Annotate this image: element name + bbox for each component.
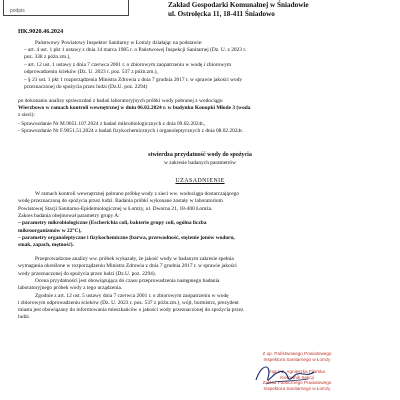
- report-line: - Sprawozdanie Nr F.9051.51.2024 z badań fizykochemicznych i organoleptycznych z dnia 08.02.2024r.: [18, 128, 244, 134]
- justification-line: – parametry organoleptyczne i fizykochemiczne (barwa, przewodność, stężenie jonów wodoru,: [18, 235, 235, 241]
- justification-line: – parametry mikrobiologiczne (Escherichia coli, bakterie grupy coli, ogólna liczba: [18, 220, 207, 226]
- justification-line: W ramach kontroli wewnętrznej pobrano próbkę wody z sieci ww. wodociągu dostarczającego: [35, 191, 240, 197]
- justification-line: wymagania określone w rozporządzeniu Ministra Zdrowia z dnia 7 grudnia 2017 r. w sprawie jakości: [18, 263, 237, 269]
- intro-line: – § 21 ust. 1 pkt 1 rozporządzenia Ministra Zdrowia z dnia 7 grudnia 2017 r. w sprawie jakości wody: [24, 77, 243, 83]
- addressee-line-1: Zakład Gospodarki Komunalnej w Śniadowie: [168, 1, 309, 9]
- report-line: - Sprawozdanie Nr M.9051.107.2024 z badań mikrobiologicznych z dnia 09.02.2024r.,: [18, 121, 206, 127]
- analysis-line: Wierzbowo w ramach kontroli wewnętrznej w dniu 06.02.2024 r. w budynku Konopki Młode 3 (woda: [18, 105, 251, 111]
- justification-line: laboratoryjnego próbek wody z tego urządzenia.: [18, 285, 123, 291]
- intro-line: Państwowy Powiatowy Inspektor Sanitarny w Łomży działając na podstawie:: [35, 40, 203, 46]
- stamp-line: mgr inż. Agnieszka Filarska: [269, 369, 325, 374]
- justification-line: smak, zapach, mętność).: [18, 242, 74, 248]
- stamp-line: Inspektora Sanitarnego w Łomży: [263, 356, 331, 362]
- verdict-title: stwierdza przydatność wody do spożycia: [148, 152, 252, 158]
- stamp-line: Z up. Państwowego Powiatowego: [262, 351, 332, 356]
- justification-line: Ocena przydatności jest obowiązująca do czasu przeprowadzenia następnego badania: [35, 278, 220, 284]
- stamp-line: Zakład Publicznego Powiatowego: [262, 380, 332, 385]
- justification-heading: UZASADNIENIE: [175, 178, 225, 184]
- justification-line: wodę przeznaczoną do spożycia przez ludzi. Badania próbki wykonane zostały w laboratorium: [18, 198, 223, 204]
- justification-line: miasta jest obowiązany do informowania mieszkańców o jakości wody przeznaczonej do spożycia przez: [18, 307, 244, 313]
- intro-line: – art. 4 ust. 1 pkt 1 ustawy z dnia 14 marca 1985 r. o Państwowej Inspekcji Sanitarnej (Dz. U. z 2023 r.: [24, 47, 247, 53]
- justification-line: Zakres badania obejmował parametry grupy A:: [18, 213, 120, 219]
- justification-line: wody przeznaczonej do spożycia przez ludzi (Dz.U. poz. 2294).: [18, 271, 157, 277]
- justification-line: Zgodnie z art. 12 ust. 5 ustawy dnia 7 czerwca 2001 r. o zbiorowym zaopatrzeniu w wodę: [35, 293, 229, 299]
- justification-line: ludzi.: [18, 314, 31, 320]
- handwritten-signature: [250, 354, 320, 394]
- justification-line: Powiatowej Stacji Sanitarno-Epidemiologicznej w Łomży, ul. Dworna 21, 18-400 Łomża.: [18, 206, 213, 212]
- justification-line: Przeprowadzone analizy ww. próbek wykazały, że jakość wody w badanym zakresie spełnia: [35, 256, 234, 262]
- addressee-line-2: ul. Ostrołęcka 11, 18-411 Śniadowo: [168, 10, 275, 18]
- justification-line: i zbiorowym odprowadzeniu ścieków (Dz. U. 2023 r. poz. 537 z późn.zm.), wójt, burmistrz, prezydent: [18, 300, 239, 306]
- stamp-label: podpis: [10, 8, 25, 14]
- verdict-subtitle: w zakresie badanych parametrów: [164, 160, 236, 166]
- addressee-block: [168, 1, 309, 19]
- intro-line: odprowadzeniu ścieków (Dz. U. 2023 r. poz. 537 z późn.zm.),: [24, 69, 158, 75]
- intro-line: przeznaczonej do spożycia przez ludzi (Dz.U. poz. 2294): [24, 84, 148, 90]
- analysis-line: z sieci):: [18, 112, 35, 118]
- stamp-line: Inspektora Sanitarnego w Łomży: [263, 385, 331, 391]
- analysis-line: po dokonaniu analizy sprawozdań z badań laboratoryjnych próbki wody pobranej z wodociągu: [18, 98, 223, 104]
- intro-line: poz. 338 z późn.zm.),: [24, 54, 71, 60]
- stamp-line: Kierownik Sekcji: [280, 374, 314, 380]
- justification-line: mikroorganizmów w 22°C),: [18, 228, 82, 234]
- intro-line: – art. 12 ust. 1 ustawy z dnia 7 czerwca 2001 r. o zbiorowym zaopatrzeniu w wodę i zbiorowym: [24, 62, 232, 68]
- reference-number: HK.9020.46.2024: [18, 28, 64, 35]
